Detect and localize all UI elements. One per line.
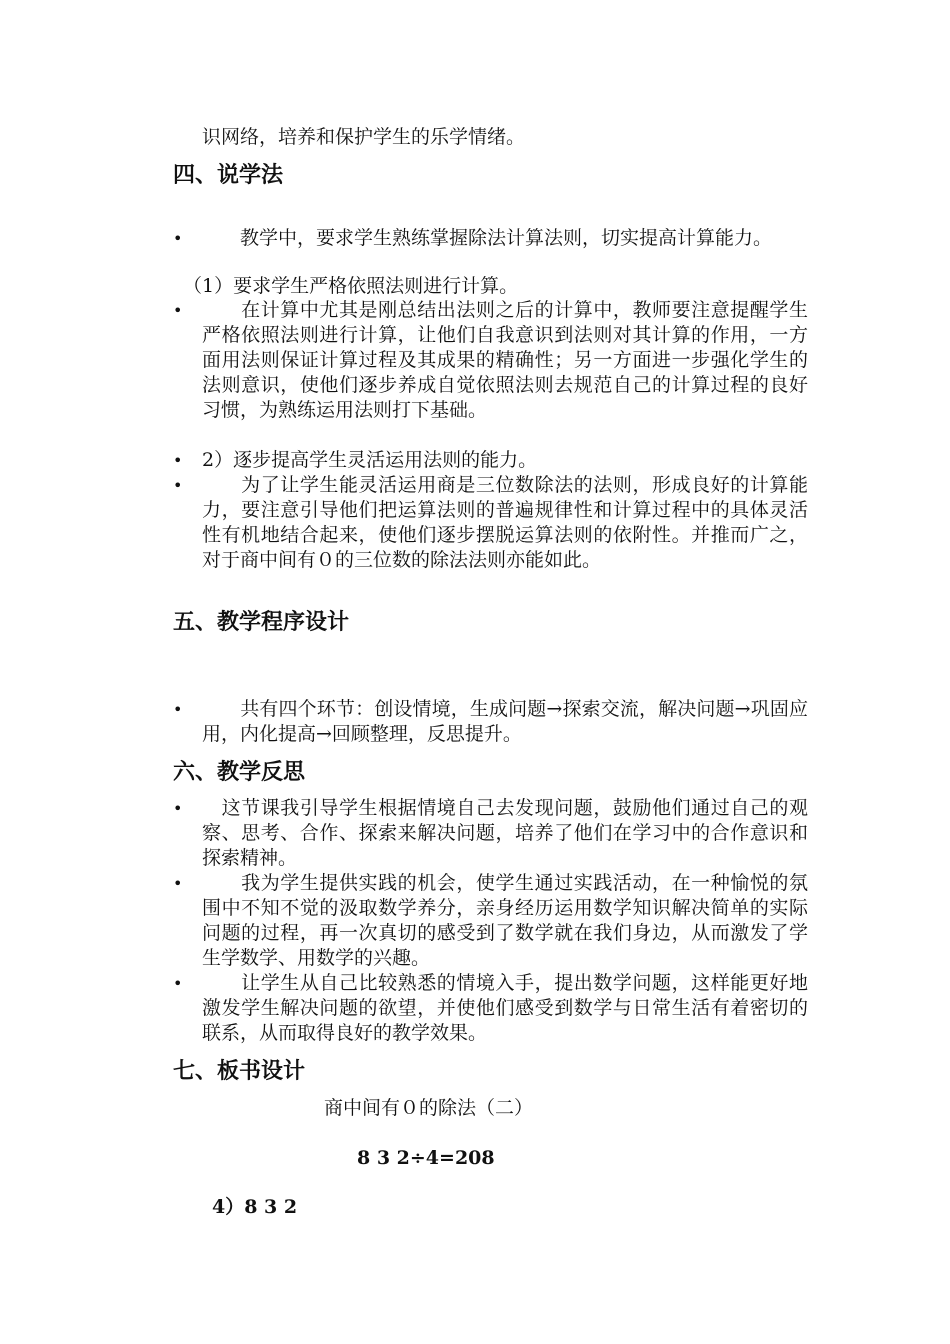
bullet-marker: • (173, 799, 183, 818)
bullet-marker: • (173, 874, 183, 893)
bullet-marker: • (173, 229, 183, 248)
section6-heading: 六、教学反思 (173, 760, 306, 785)
board-equation: 8 3 2÷4=208 (357, 1147, 495, 1169)
section4-heading: 四、说学法 (173, 163, 284, 188)
bullet-marker: • (173, 974, 183, 993)
section6-item2: 我为学生提供实践的机会，使学生通过实践活动，在一种愉悦的氛围中不知不觉的汲取数学养分，亲身经历运用数学知识解决简单的实际问题的过程，再一次真切的感受到了数学就在我们身边，从而激发了学生学数学、用数学的兴趣。 (202, 872, 808, 969)
bullet-marker: • (173, 476, 183, 495)
section5-heading: 五、教学程序设计 (173, 610, 350, 635)
section5-item1: 共有四个环节：创设情境，生成问题→探索交流，解决问题→巩固应用，内化提高→回顾整理，反思提升。 (202, 698, 808, 745)
bullet-marker: • (173, 301, 183, 320)
section4-item2: 在计算中尤其是刚总结出法则之后的计算中，教师要注意提醒学生严格依照法则进行计算，让他们自我意识到法则对其计算的作用，一方面用法则保证计算过程及其成果的精确性；另一方面进一步强化学生的法则意识，使他们逐步养成自觉依照法则去规范自己的计算过程的良好习惯，为熟练运用法则打下基础。 (202, 299, 808, 421)
board-long-division: 4）8 3 2 (212, 1196, 298, 1218)
section7-heading: 七、板书设计 (173, 1059, 306, 1084)
bullet-marker: • (173, 451, 183, 470)
board-title: 商中间有０的除法（二） (324, 1097, 534, 1119)
bullet-marker: • (173, 700, 183, 719)
section4-item3: 2）逐步提高学生灵活运用法则的能力。 (202, 449, 538, 471)
section6-item3: 让学生从自己比较熟悉的情境入手，提出数学问题，这样能更好地激发学生解决问题的欲望，并使他们感受到数学与日常生活有着密切的联系，从而取得良好的教学效果。 (202, 972, 808, 1044)
section6-item1: 这节课我引导学生根据情境自己去发现问题，鼓励他们通过自己的观察、思考、合作、探索来解决问题，培养了他们在学习中的合作意识和探索精神。 (202, 797, 808, 869)
section4-item1: 教学中，要求学生熟练掌握除法计算法则，切实提高计算能力。 (202, 227, 773, 249)
section4-subhead1: （1）要求学生严格依照法则进行计算。 (183, 275, 519, 297)
intro-tail-text: 识网络，培养和保护学生的乐学情绪。 (202, 126, 526, 148)
section4-item4: 为了让学生能灵活运用商是三位数除法的法则，形成良好的计算能力，要注意引导他们把运算法则的普遍规律性和计算过程中的具体灵活性有机地结合起来，使他们逐步摆脱运算法则的依附性。并推而广之，对于商中间有０的三位数的除法法则亦能如此。 (202, 474, 808, 571)
